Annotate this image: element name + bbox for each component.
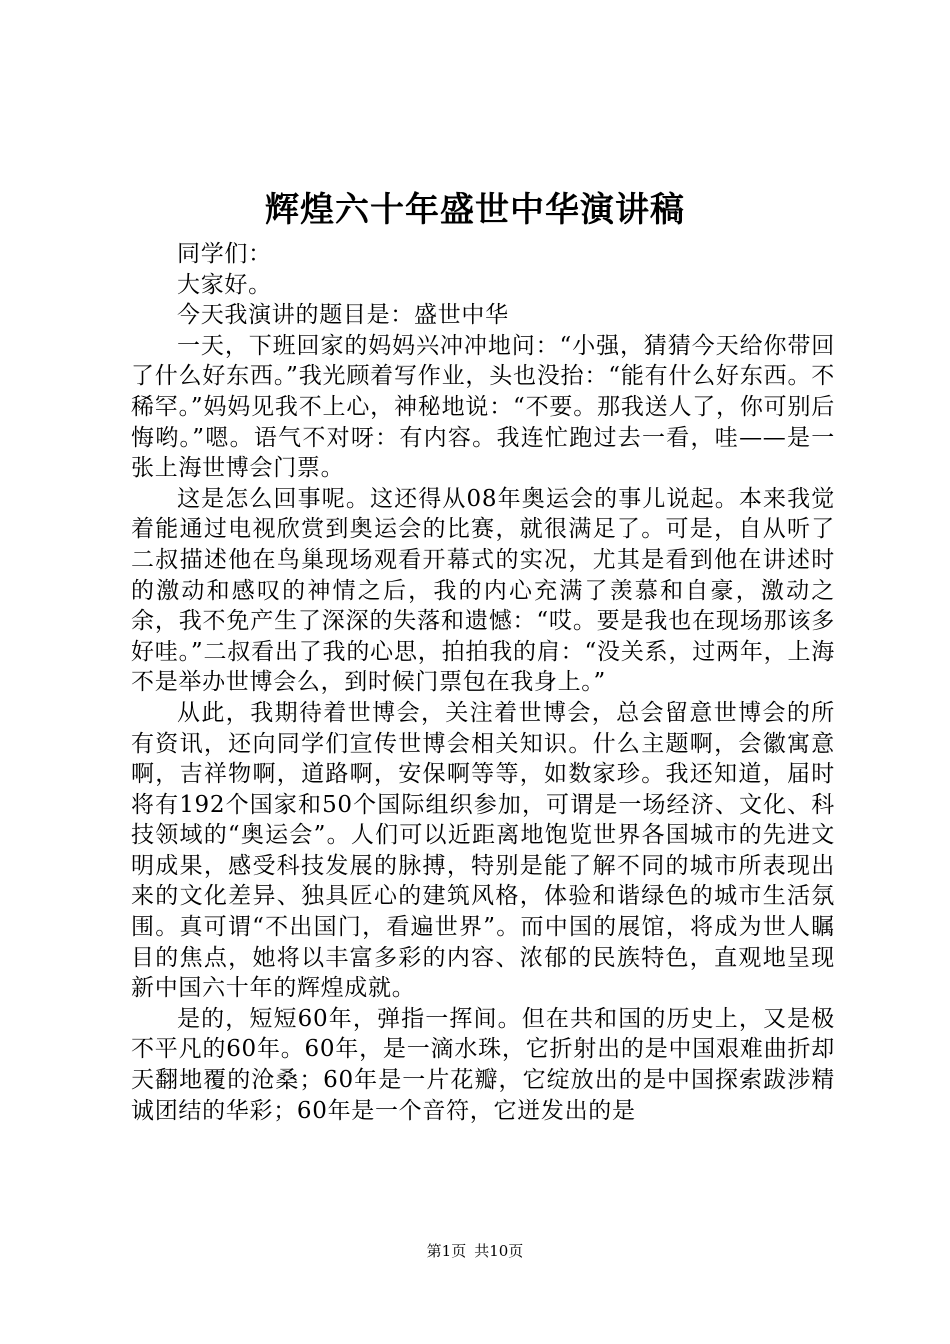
paragraph-hello: 大家好。 (177, 271, 272, 298)
paragraph: 一天，下班回家的妈妈兴冲冲地问：“小强，猜猜今天给你带回了什么好东西。”我光顾着写作业，头也没抬：“能有什么好东西。不稀罕。”妈妈见我不上心，神秘地说：“不要。那我送人了，你可别后悔哟。”嗯。语气不对呀：有内容。我连忙跑过去一看，哇——是一张上海世博会门票。 (131, 332, 835, 482)
page-footer (0, 1241, 950, 1261)
document-body (131, 239, 835, 1126)
paragraph-greeting: 同学们： (177, 241, 272, 267)
page-number: 第1页 (426, 1242, 467, 1260)
paragraph: 从此，我期待着世博会，关注着世博会，总会留意世博会的所有资讯，还向同学们宣传世博会相关知识。什么主题啊，会徽寓意啊，吉祥物啊，道路啊，安保啊等等，如数家珍。我还知道，届时将有192个国家和50个国际组织参加，可谓是一场经济、文化、科技领域的“奥运会”。人们可以近距离地饱览世界各国城市的先进文明成果，感受科技发展的脉搏，特别是能了解不同的城市所表现出来的文化差异、独具匠心的建筑风格，体验和谐绿色的城市生活氛围。真可谓“不出国门，看遍世界”。而中国的展馆，将成为世人瞩目的焦点，她将以丰富多彩的内容、浓郁的民族特色，直观地呈现新中国六十年的辉煌成就。 (131, 699, 835, 1002)
paragraph: 是的，短短60年，弹指一挥间。但在共和国的历史上，又是极不平凡的60年。60年，是一滴水珠，它折射出的是中国艰难曲折却天翻地覆的沧桑；60年是一片花瓣，它绽放出的是中国探索跋涉精诚团结的华彩；60年是一个音符，它迸发出的是 (131, 1005, 835, 1124)
page-total: 共10页 (474, 1242, 524, 1260)
paragraph-topic: 今天我演讲的题目是：盛世中华 (177, 302, 509, 329)
paragraph: 这是怎么回事呢。这还得从08年奥运会的事儿说起。本来我觉着能通过电视欣赏到奥运会的比赛，就很满足了。可是，自从听了二叔描述他在鸟巢现场观看开幕式的实况，尤其是看到他在讲述时的激动和感叹的神情之后，我的内心充满了羡慕和自豪，激动之余，我不免产生了深深的失落和遗憾：“哎。要是我也在现场那该多好哇。”二叔看出了我的心思，拍拍我的肩：“没关系，过两年，上海不是举办世博会么，到时候门票包在我身上。” (131, 485, 835, 696)
page-title: 辉煌六十年盛世中华演讲稿 (265, 190, 685, 230)
